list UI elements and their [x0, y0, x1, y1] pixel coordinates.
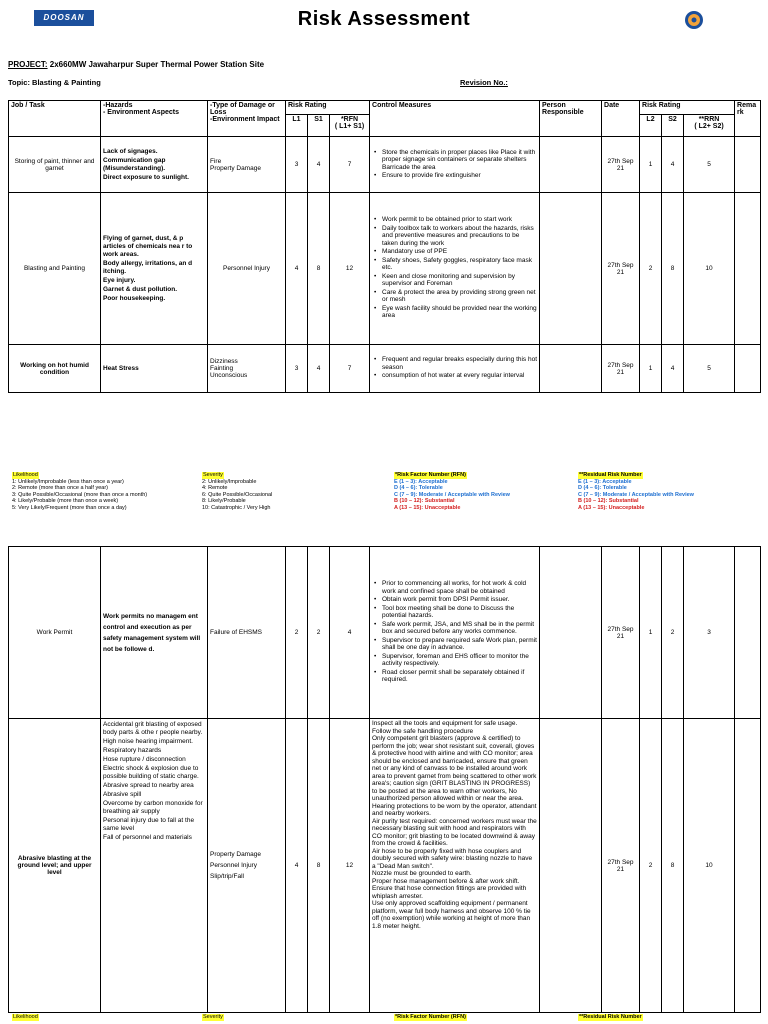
- project-value: 2x660MW Jawaharpur Super Thermal Power Station Site: [47, 60, 265, 69]
- job-cell: Blasting and Painting: [9, 193, 101, 345]
- hazards-cell: Lack of signages. Communication gap (Misunderstanding). Direct exposure to sunlight.: [101, 137, 208, 193]
- header-control: Control Measures: [370, 101, 540, 137]
- table-row: [9, 137, 761, 193]
- rfn-cell: 7: [330, 137, 370, 193]
- project-label: PROJECT:: [8, 60, 48, 69]
- footer-rrn-title: **Residual Risk Number: [579, 1014, 642, 1020]
- doosan-logo: DOOSAN: [34, 10, 94, 26]
- rfn-cell: 12: [330, 719, 370, 1013]
- project-line: [8, 60, 264, 69]
- date-cell: 27th Sep 21: [602, 547, 640, 719]
- table-row: [9, 547, 761, 719]
- control-cell: Inspect all the tools and equipment for safe usage. Follow the safe handling procedure Only competent grit blasters (approve & certified) to perform the job; wear shot resistant suit, coverall, gloves & protective hood with airline and with CO monitor; area should be enclosed and barricaded, ensure that green net or any kind of canvass to be installed around work area to prevent garnet from being scattered to other work area's; caution sign (GRIT BLASTING IN PROGRESS) to be posted at the area to warn other workers, No unauthorized person allowed within or near the area. Hearing protections to be worn by the operator, attendant and nearby workers. Air purity test required: concerned workers must wear the necessary blasting suit with hood and respirators with CO monitor; grit blasting to be located downwind & away from the crowd & facilities. Air hose to be properly fixed with hose couplers and doubly secured with safety wire: blasting nozzle to have a "Dead Man switch". Nozzle must be grounded to earth. Proper hose management before & after work shift. Ensure that hose connection fittings are provided with whiplash arrester. Use only approved scaffolding equipment / permanent platform, wear full body harness and observe 100 % tie off (no exemption) while working at height of more than 1.8 meter height.: [370, 719, 540, 1013]
- risk-table-top: [8, 100, 761, 393]
- l2-cell: 2: [640, 193, 662, 345]
- topic: Topic: Blasting & Painting: [8, 78, 101, 87]
- person-cell: [540, 547, 602, 719]
- header-rrn: **RRN ( L2+ S2): [684, 115, 735, 137]
- control-cell: • Prior to commencing all works, for hot work & cold work and confined space shall be obtained • Obtain work permit from DPSI Permit issuer. • Tool box meeting shall be done to Discuss the potential hazards. • Safe work permit, JSA, and MS shall be in the permit box and secured before any works commence. • Supervisor to prepare required safe Work plan, permit shall be one day in advance. • Supervisor, foreman and EHS officer to monitor the activity respectively. • Road closer permit shall be separately obtained if required.: [370, 547, 540, 719]
- header-risk-rating-2: Risk Rating: [640, 101, 735, 115]
- l2-cell: 2: [640, 719, 662, 1013]
- control-cell: • Store the chemicals in proper places like Place it with proper signage sin containers or separate shelters Barricade the area • Ensure to provide fire extinguisher: [370, 137, 540, 193]
- l1-cell: 4: [286, 719, 308, 1013]
- rfn-cell: 7: [330, 345, 370, 393]
- job-cell: Abrasive blasting at the ground level; and upper level: [9, 719, 101, 1013]
- header-remark: Rema rk: [735, 101, 761, 137]
- severity-legend: Severity 2: Unlikely/Improbable 4: Remote 6: Quite Possible/Occasional 8: Likely/Probable 10: Catastrophic / Very High: [202, 472, 273, 511]
- hazards-cell: Accidental grit blasting of exposed body parts & othe r people nearby. High noise hearing impairment. Respiratory hazards Hose rupture / disconnection Electric shock & explosion due to possible building of static charge. Abrasive spread to nearby area Abrasive spill Overcome by carbon monoxide for breathing air supply Personal injury due to fall at the same level Fall of personnel and materials: [101, 719, 208, 1013]
- job-cell: Working on hot humid condition: [9, 345, 101, 393]
- revision-number: Revision No.:: [460, 78, 508, 87]
- l2-cell: 1: [640, 547, 662, 719]
- table-row: [9, 193, 761, 345]
- s2-cell: 4: [662, 345, 684, 393]
- l1-cell: 2: [286, 547, 308, 719]
- s1-cell: 8: [308, 719, 330, 1013]
- s2-cell: 8: [662, 719, 684, 1013]
- damage-cell: Dizziness Fainting Unconscious: [208, 345, 286, 393]
- l2-cell: 1: [640, 137, 662, 193]
- footer-severity-title: Severity: [203, 1014, 223, 1020]
- rfn-cell: 12: [330, 193, 370, 345]
- date-cell: 27th Sep 21: [602, 345, 640, 393]
- rfn-cell: 4: [330, 547, 370, 719]
- footer-rfn-title: *Risk Factor Number (RFN): [395, 1014, 466, 1020]
- header-l1: L1: [286, 115, 308, 137]
- damage-cell: Personnel Injury: [208, 193, 286, 345]
- remark-cell: [735, 193, 761, 345]
- s2-cell: 8: [662, 193, 684, 345]
- date-cell: 27th Sep 21: [602, 719, 640, 1013]
- header-date: Date: [602, 101, 640, 137]
- person-cell: [540, 193, 602, 345]
- table-row: [9, 719, 761, 1013]
- damage-cell: Fire Property Damage: [208, 137, 286, 193]
- header-s2: S2: [662, 115, 684, 137]
- l1-cell: 4: [286, 193, 308, 345]
- header-risk-rating: Risk Rating: [286, 101, 370, 115]
- rrn-legend: **Residual Risk Number E (1 – 3): Acceptable D (4 – 6): Tolerable C (7 – 9): Moderate / Acceptable with Review B (10 – 12): Substantial A (13 – 15): Unacceptable: [578, 472, 694, 511]
- likelihood-legend: Likelihood 1: Unlikely/Improbable (less than once a year) 2: Remote (more than once a half year) 3: Quite Possible/Occasional (more than once a month) 4: Likely/Probable (more than once a week) 5: Very Likely/Frequent (more than once a day): [12, 472, 148, 511]
- header-damage: -Type of Damage or Loss -Environment Impact: [208, 101, 286, 137]
- header-hazards: -Hazards - Environment Aspects: [101, 101, 208, 137]
- job-cell: Storing of paint, thinner and garnet: [9, 137, 101, 193]
- person-cell: [540, 719, 602, 1013]
- remark-cell: [735, 137, 761, 193]
- job-cell: Work Permit: [9, 547, 101, 719]
- company-emblem-icon: [684, 10, 704, 30]
- header-job: Job / Task: [9, 101, 101, 137]
- rrn-cell: 10: [684, 719, 735, 1013]
- rrn-cell: 3: [684, 547, 735, 719]
- risk-table-bottom: [8, 546, 761, 1013]
- rfn-legend: *Risk Factor Number (RFN) E (1 – 3): Acceptable D (4 – 6): Tolerable C (7 – 9): Moderate / Acceptable with Review B (10 – 12): Substantial A (13 – 15): Unacceptable: [394, 472, 510, 511]
- l1-cell: 3: [286, 345, 308, 393]
- date-cell: 27th Sep 21: [602, 137, 640, 193]
- date-cell: 27th Sep 21: [602, 193, 640, 345]
- l2-cell: 1: [640, 345, 662, 393]
- s2-cell: 2: [662, 547, 684, 719]
- damage-cell: Failure of EHSMS: [208, 547, 286, 719]
- rrn-cell: 5: [684, 345, 735, 393]
- damage-cell: Property Damage Personnel Injury Slip/trip/Fall: [208, 719, 286, 1013]
- s1-cell: 4: [308, 345, 330, 393]
- control-cell: • Frequent and regular breaks especially during this hot season • consumption of hot water at every regular interval: [370, 345, 540, 393]
- remark-cell: [735, 547, 761, 719]
- l1-cell: 3: [286, 137, 308, 193]
- hazards-cell: Work permits no managem ent control and execution as per safety management system will not be followe d.: [101, 547, 208, 719]
- header-person: Person Responsible: [540, 101, 602, 137]
- s1-cell: 4: [308, 137, 330, 193]
- footer-likelihood-title: Likelihood: [13, 1014, 38, 1020]
- s1-cell: 8: [308, 193, 330, 345]
- s1-cell: 2: [308, 547, 330, 719]
- person-cell: [540, 137, 602, 193]
- header-l2: L2: [640, 115, 662, 137]
- rrn-cell: 5: [684, 137, 735, 193]
- header-rfn: *RFN ( L1+ S1): [330, 115, 370, 137]
- header-s1: S1: [308, 115, 330, 137]
- hazards-cell: Heat Stress: [101, 345, 208, 393]
- rrn-cell: 10: [684, 193, 735, 345]
- remark-cell: [735, 345, 761, 393]
- table-row: [9, 345, 761, 393]
- page-title: Risk Assessment: [297, 8, 471, 30]
- s2-cell: 4: [662, 137, 684, 193]
- person-cell: [540, 345, 602, 393]
- control-cell: • Work permit to be obtained prior to start work • Daily toolbox talk to workers about the hazards, risks and preventive measures and precautions to be taken during the work • Mandatory use of PPE • Safety shoes, Safety goggles, respiratory face mask etc. • Keen and close monitoring and supervision by supervisor and Foreman • Care & protect the area by providing strong green net or mesh • Eye wash facility should be provided near the working area: [370, 193, 540, 345]
- hazards-cell: Flying of garnet, dust, & p articles of chemicals nea r to work areas. Body allergy, irritations, an d itching. Eye injury. Garnet & dust pollution. Poor housekeeping.: [101, 193, 208, 345]
- remark-cell: [735, 719, 761, 1013]
